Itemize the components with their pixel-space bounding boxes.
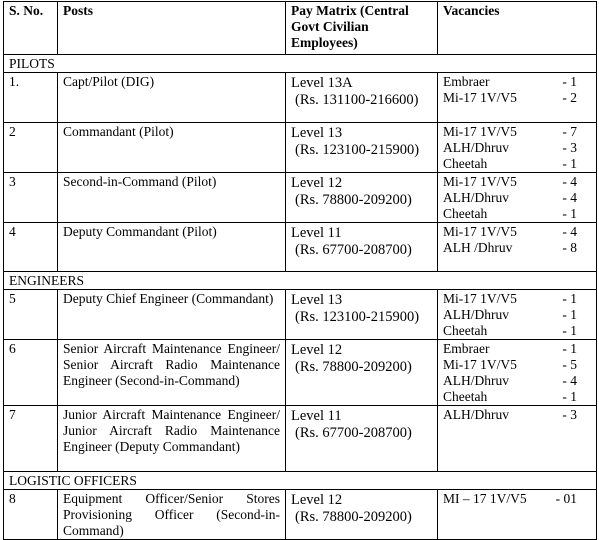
vacancy-line bbox=[443, 156, 591, 172]
pay-level: Level 13 bbox=[291, 292, 343, 308]
table-row bbox=[4, 290, 597, 340]
vacancy-line bbox=[443, 224, 591, 240]
vacancy-count: - 1 bbox=[562, 206, 577, 221]
aircraft-type: ALH/Dhruv bbox=[443, 140, 509, 155]
cell-vacancies bbox=[438, 340, 597, 406]
cell-pay bbox=[286, 223, 438, 272]
pay-level: Level 11 bbox=[291, 408, 342, 424]
vacancy-count: - 1 bbox=[562, 156, 577, 171]
vacancy-line bbox=[443, 174, 591, 190]
section-row bbox=[4, 472, 597, 490]
cell-pay bbox=[286, 290, 438, 340]
cell-post: Second-in-Command (Pilot) bbox=[58, 173, 286, 223]
section-title: ENGINEERS bbox=[4, 272, 597, 290]
vacancy-count: - 01 bbox=[555, 491, 577, 506]
aircraft-type: Cheetah bbox=[443, 323, 488, 338]
vacancy-line bbox=[443, 341, 591, 357]
vacancy-count: - 7 bbox=[562, 124, 577, 139]
pay-level: Level 11 bbox=[291, 225, 342, 241]
aircraft-type: ALH/Dhruv bbox=[443, 307, 509, 322]
vacancy-line bbox=[443, 206, 591, 222]
cell-pay bbox=[286, 73, 438, 123]
header-vacancies: Vacancies bbox=[438, 2, 597, 55]
cell-pay bbox=[286, 490, 438, 540]
vacancy-line bbox=[443, 190, 591, 206]
section-title: LOGISTIC OFFICERS bbox=[4, 472, 597, 490]
vacancy-count: - 4 bbox=[562, 373, 577, 388]
pay-range: (Rs. 78800-209200) bbox=[295, 359, 412, 375]
aircraft-type: Mi-17 1V/V5 bbox=[443, 224, 517, 239]
header-pay-matrix: Pay Matrix (Central Govt Civilian Employees) bbox=[286, 2, 438, 55]
cell-vacancies bbox=[438, 490, 597, 540]
cell-vacancies bbox=[438, 173, 597, 223]
aircraft-type: ALH/Dhruv bbox=[443, 373, 509, 388]
vacancy-line bbox=[443, 90, 591, 106]
cell-vacancies bbox=[438, 290, 597, 340]
table-row bbox=[4, 73, 597, 123]
vacancy-count: - 1 bbox=[562, 341, 577, 356]
cell-sno: 5 bbox=[4, 290, 58, 340]
cell-vacancies bbox=[438, 223, 597, 272]
aircraft-type: Mi-17 1V/V5 bbox=[443, 90, 517, 105]
vacancy-line bbox=[443, 74, 591, 90]
pay-level: Level 12 bbox=[291, 492, 343, 508]
vacancy-count: - 3 bbox=[562, 407, 577, 422]
vacancy-count: - 1 bbox=[562, 389, 577, 404]
table-body bbox=[4, 55, 597, 540]
vacancy-line bbox=[443, 357, 591, 373]
cell-sno: 4 bbox=[4, 223, 58, 272]
vacancy-table bbox=[3, 1, 597, 540]
pay-range: (Rs. 67700-208700) bbox=[295, 425, 412, 441]
vacancy-line bbox=[443, 491, 591, 507]
cell-pay bbox=[286, 406, 438, 472]
table-row bbox=[4, 223, 597, 272]
vacancy-line bbox=[443, 323, 591, 339]
aircraft-type: ALH /Dhruv bbox=[443, 240, 513, 255]
pay-level: Level 12 bbox=[291, 175, 343, 191]
table-row bbox=[4, 490, 597, 540]
vacancy-count: - 1 bbox=[562, 307, 577, 322]
cell-sno: 3 bbox=[4, 173, 58, 223]
pay-range: (Rs. 78800-209200) bbox=[295, 192, 412, 208]
pay-range: (Rs. 123100-215900) bbox=[295, 309, 420, 325]
vacancy-line bbox=[443, 240, 591, 256]
vacancy-count: - 1 bbox=[562, 74, 577, 89]
pay-range: (Rs. 67700-208700) bbox=[295, 242, 412, 258]
table-row bbox=[4, 340, 597, 406]
cell-post: Deputy Chief Engineer (Commandant) bbox=[58, 290, 286, 340]
vacancy-count: - 5 bbox=[562, 357, 577, 372]
aircraft-type: Embraer bbox=[443, 341, 490, 356]
cell-pay bbox=[286, 340, 438, 406]
section-title: PILOTS bbox=[4, 55, 597, 73]
aircraft-type: Cheetah bbox=[443, 389, 488, 404]
vacancy-line bbox=[443, 291, 591, 307]
header-row bbox=[4, 2, 597, 55]
vacancy-count: - 4 bbox=[562, 174, 577, 189]
vacancy-count: - 4 bbox=[562, 224, 577, 239]
pay-level: Level 13A bbox=[291, 75, 353, 91]
table-row bbox=[4, 123, 597, 173]
cell-post: Deputy Commandant (Pilot) bbox=[58, 223, 286, 272]
header-posts: Posts bbox=[58, 2, 286, 55]
aircraft-type: Mi-17 1V/V5 bbox=[443, 357, 517, 372]
aircraft-type: Mi-17 1V/V5 bbox=[443, 124, 517, 139]
cell-vacancies bbox=[438, 73, 597, 123]
aircraft-type: ALH/Dhruv bbox=[443, 407, 509, 422]
cell-sno: 6 bbox=[4, 340, 58, 406]
vacancy-line bbox=[443, 307, 591, 323]
cell-sno: 7 bbox=[4, 406, 58, 472]
vacancy-line bbox=[443, 407, 591, 423]
cell-post: Senior Aircraft Maintenance Engineer/ Senior Aircraft Radio Maintenance Engineer (Second-in-Command) bbox=[58, 340, 286, 406]
pay-range: (Rs. 131100-216600) bbox=[295, 92, 419, 108]
aircraft-type: Mi-17 1V/V5 bbox=[443, 291, 517, 306]
vacancy-line bbox=[443, 124, 591, 140]
vacancy-count: - 2 bbox=[562, 90, 577, 105]
cell-sno: 1. bbox=[4, 73, 58, 123]
aircraft-type: MI – 17 1V/V5 bbox=[443, 491, 527, 506]
pay-range: (Rs. 78800-209200) bbox=[295, 509, 412, 525]
cell-pay bbox=[286, 173, 438, 223]
cell-post: Capt/Pilot (DIG) bbox=[58, 73, 286, 123]
vacancy-count: - 4 bbox=[562, 190, 577, 205]
pay-level: Level 12 bbox=[291, 342, 343, 358]
vacancy-count: - 1 bbox=[562, 323, 577, 338]
cell-sno: 8 bbox=[4, 490, 58, 540]
cell-pay bbox=[286, 123, 438, 173]
cell-post: Commandant (Pilot) bbox=[58, 123, 286, 173]
section-row bbox=[4, 272, 597, 290]
vacancy-line bbox=[443, 140, 591, 156]
aircraft-type: Mi-17 1V/V5 bbox=[443, 174, 517, 189]
section-row bbox=[4, 55, 597, 73]
vacancy-line bbox=[443, 389, 591, 405]
pay-range: (Rs. 123100-215900) bbox=[295, 142, 420, 158]
header-sno: S. No. bbox=[4, 2, 58, 55]
cell-sno: 2 bbox=[4, 123, 58, 173]
cell-vacancies bbox=[438, 123, 597, 173]
aircraft-type: Cheetah bbox=[443, 156, 488, 171]
aircraft-type: Cheetah bbox=[443, 206, 488, 221]
cell-vacancies bbox=[438, 406, 597, 472]
pay-level: Level 13 bbox=[291, 125, 343, 141]
vacancy-count: - 1 bbox=[562, 291, 577, 306]
cell-post: Equipment Officer/Senior Stores Provisioning Officer (Second-in-Command) bbox=[58, 490, 286, 540]
table-row bbox=[4, 406, 597, 472]
vacancy-count: - 3 bbox=[562, 140, 577, 155]
vacancy-line bbox=[443, 373, 591, 389]
table-row bbox=[4, 173, 597, 223]
aircraft-type: Embraer bbox=[443, 74, 490, 89]
aircraft-type: ALH/Dhruv bbox=[443, 190, 509, 205]
vacancy-count: - 8 bbox=[562, 240, 577, 255]
cell-post: Junior Aircraft Maintenance Engineer/ Junior Aircraft Radio Maintenance Engineer (Deputy Commandant) bbox=[58, 406, 286, 472]
